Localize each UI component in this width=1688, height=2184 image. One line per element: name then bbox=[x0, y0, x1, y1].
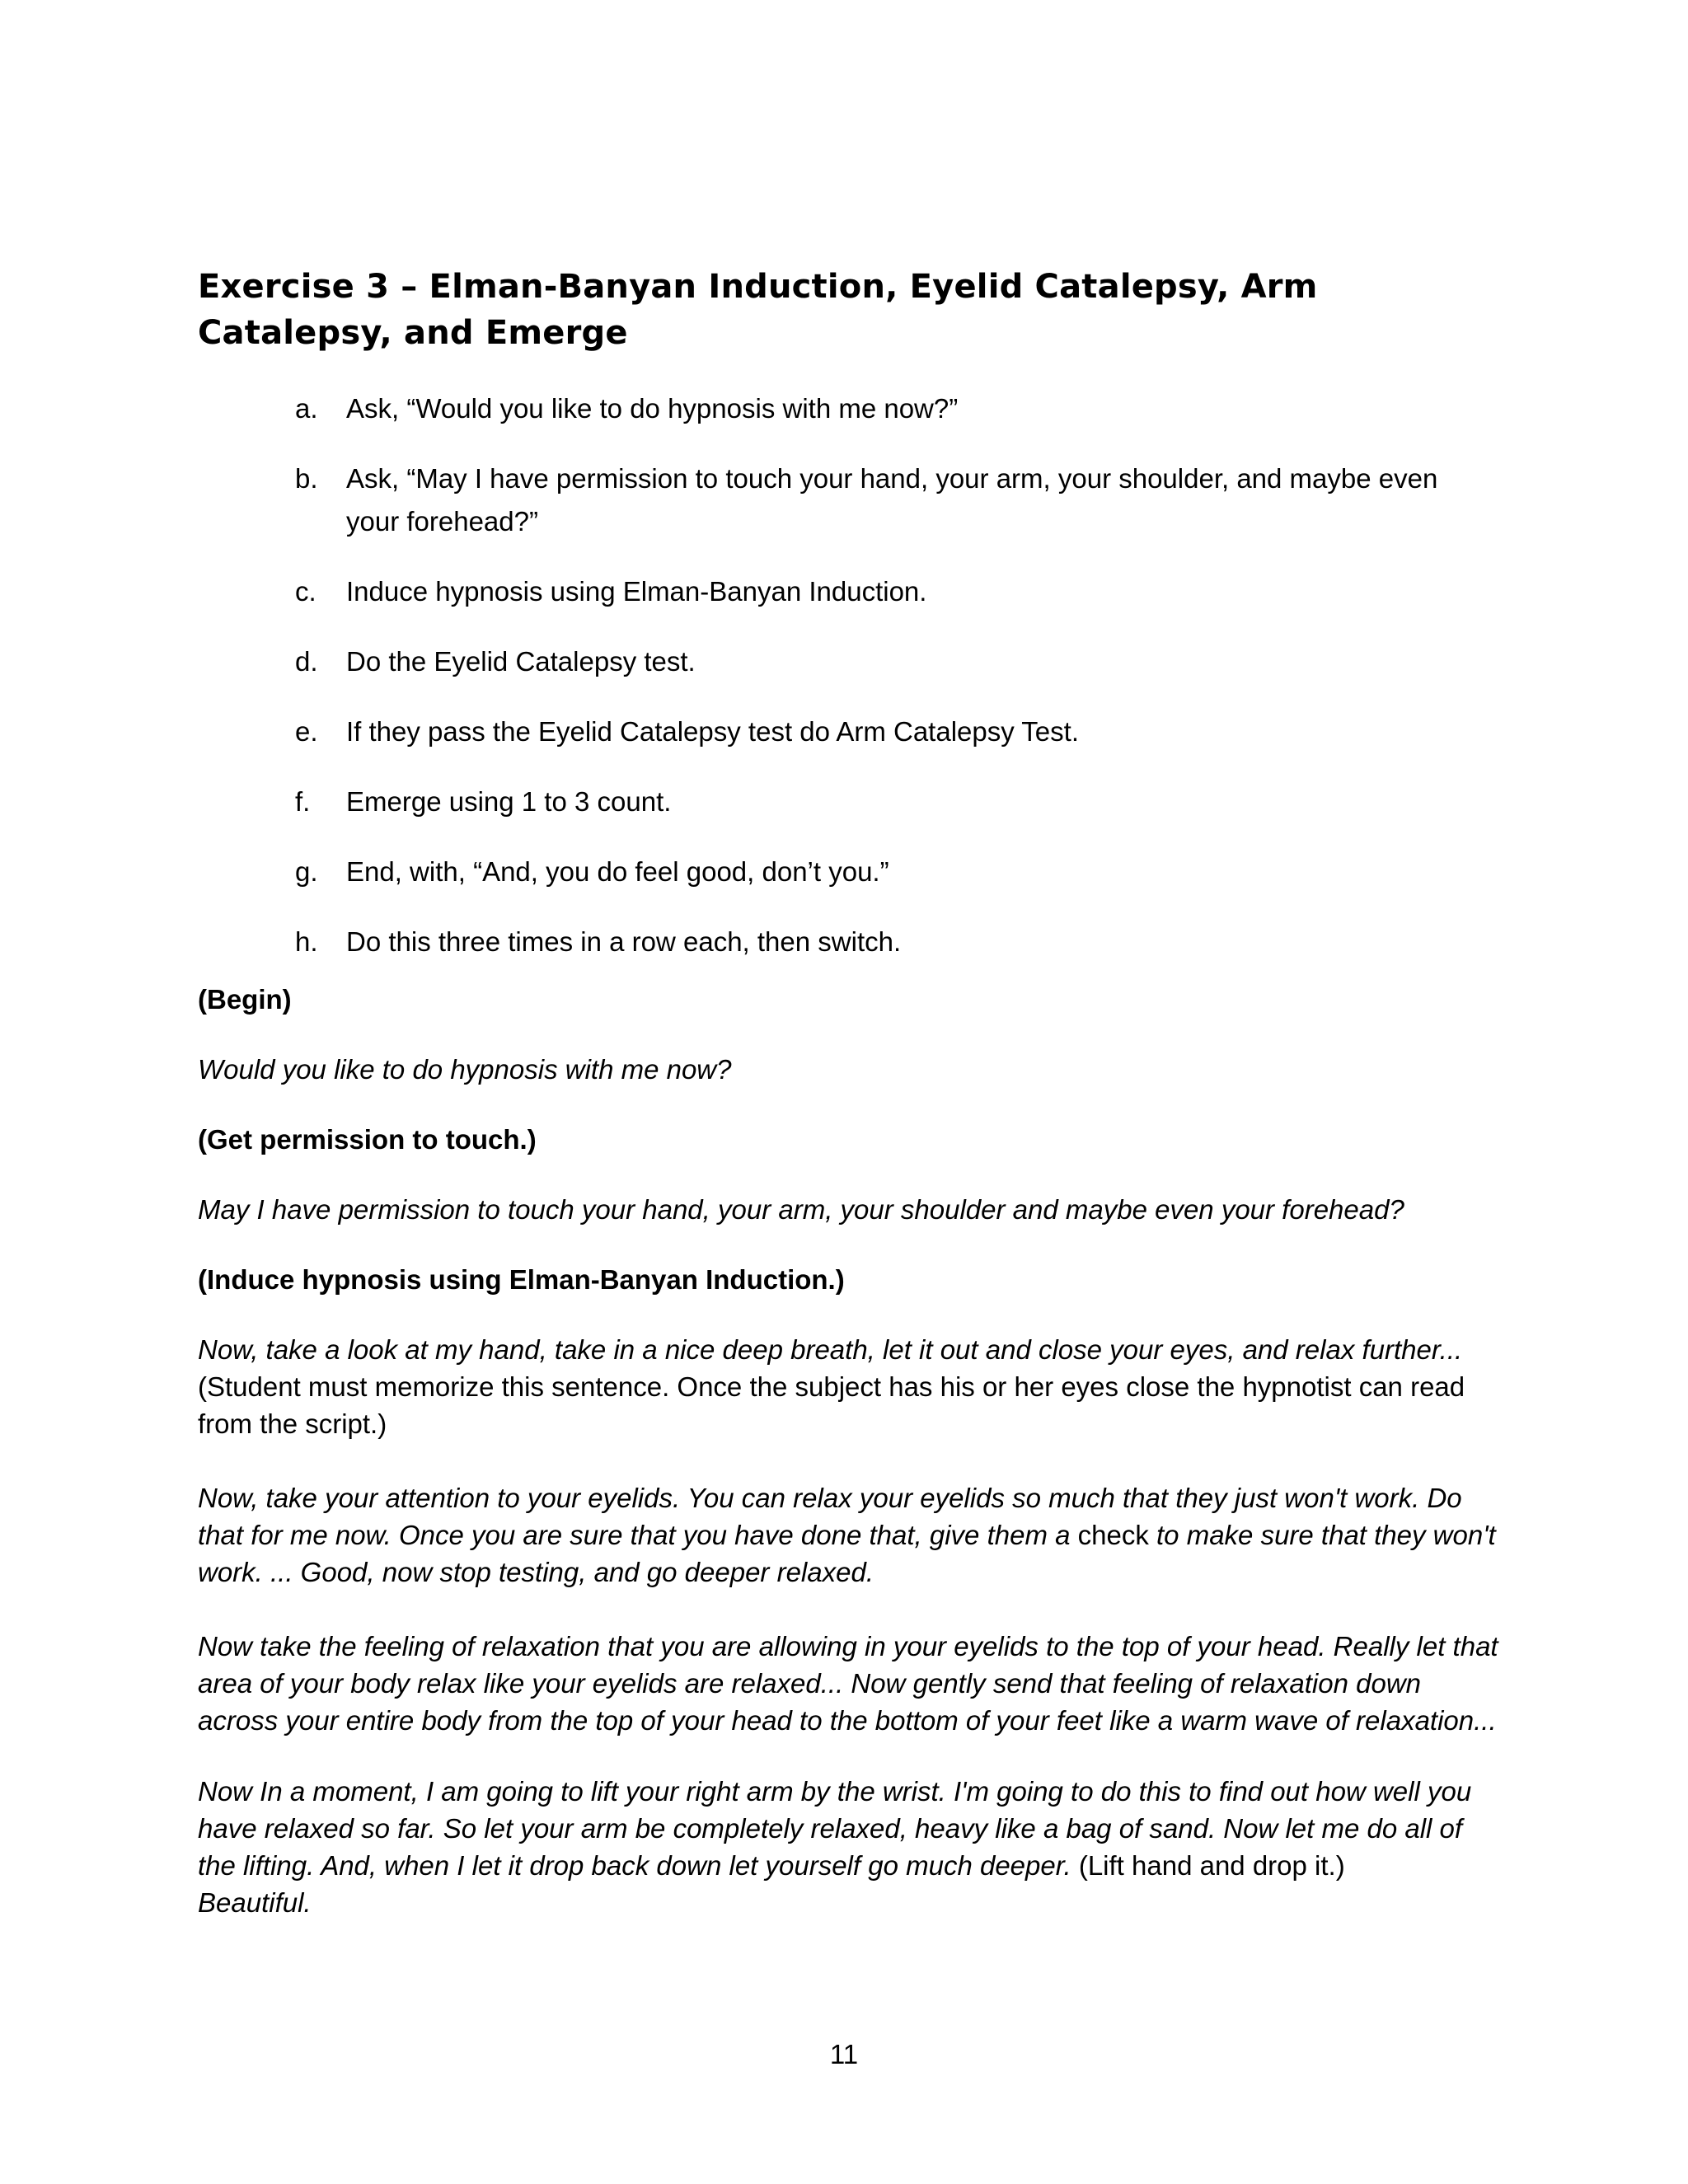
step-text: Emerge using 1 to 3 count. bbox=[346, 786, 672, 817]
script-paragraph-induction bbox=[198, 1331, 1500, 1442]
step-item-e bbox=[295, 710, 1490, 753]
step-letter: e. bbox=[295, 716, 318, 747]
step-letter: g. bbox=[295, 856, 318, 887]
script-body bbox=[198, 981, 1500, 1921]
page-number: 11 bbox=[829, 2039, 859, 2069]
script-arm-closing: Beautiful. bbox=[198, 1887, 312, 1918]
step-item-g bbox=[295, 851, 1490, 893]
script-induction-text: Now, take a look at my hand, take in a nice deep breath, let it out and close your eyes, and relax further... bbox=[198, 1334, 1463, 1365]
script-arm-note: (Lift hand and drop it.) bbox=[1071, 1850, 1345, 1881]
script-induction-note: (Student must memorize this sentence. Once the subject has his or her eyes close the hypnotist can read from the script.) bbox=[198, 1371, 1465, 1439]
script-paragraph-arm bbox=[198, 1773, 1500, 1921]
script-eyelids-text-b: to make sure that they won't work. ... Good, now stop testing, and go deeper relaxed. bbox=[198, 1520, 1496, 1587]
step-item-f bbox=[295, 780, 1490, 823]
step-item-d bbox=[295, 640, 1490, 683]
step-text: If they pass the Eyelid Catalepsy test do Arm Catalepsy Test. bbox=[346, 716, 1080, 747]
step-text: Do the Eyelid Catalepsy test. bbox=[346, 646, 696, 677]
step-letter: c. bbox=[295, 576, 316, 607]
exercise-steps-list bbox=[295, 387, 1490, 991]
step-letter: f. bbox=[295, 786, 311, 817]
script-paragraph-eyelids bbox=[198, 1479, 1500, 1591]
step-text: Do this three times in a row each, then switch. bbox=[346, 926, 902, 957]
script-eyelids-plain: check bbox=[1070, 1520, 1149, 1550]
exercise-heading-line-1: Exercise 3 – Elman-Banyan Induction, Eyelid Catalepsy, Arm bbox=[198, 268, 1318, 306]
permission-label: (Get permission to touch.) bbox=[198, 1124, 537, 1155]
begin-label: (Begin) bbox=[198, 984, 292, 1015]
induce-label: (Induce hypnosis using Elman-Banyan Induction.) bbox=[198, 1264, 845, 1295]
step-item-a bbox=[295, 387, 1490, 430]
script-paragraph-relaxation: Now take the feeling of relaxation that you are allowing in your eyelids to the top of your head. Really let that area of your body relax like your eyelids are relaxed... Now gently send that feeling of relaxation down across your entire body from the top of your head to the bottom of your feet like a warm wave of relaxation... bbox=[198, 1631, 1498, 1736]
script-question-hypnosis: Would you like to do hypnosis with me now? bbox=[198, 1054, 732, 1085]
script-arm-text: Now In a moment, I am going to lift your right arm by the wrist. I'm going to do this to find out how well you have relaxed so far. So let your arm be completely relaxed, heavy like a bag of sand. Now let me do all of the lifting. And, when I let it drop back down let yourself go much deeper. bbox=[198, 1776, 1472, 1881]
step-letter: a. bbox=[295, 393, 318, 424]
step-text: Induce hypnosis using Elman-Banyan Induction. bbox=[346, 576, 927, 607]
script-eyelids-text-a: Now, take your attention to your eyelids. You can relax your eyelids so much that they just won't work. Do that for me now. Once you are sure that you have done that, give them a bbox=[198, 1483, 1462, 1550]
step-text: Ask, “Would you like to do hypnosis with me now?” bbox=[346, 393, 959, 424]
step-item-b bbox=[295, 457, 1490, 543]
step-item-c bbox=[295, 570, 1490, 613]
script-question-permission: May I have permission to touch your hand, your arm, your shoulder and maybe even your forehead? bbox=[198, 1194, 1404, 1225]
exercise-heading-line-2: Catalepsy, and Emerge bbox=[198, 314, 628, 352]
step-letter: h. bbox=[295, 926, 318, 957]
step-letter: b. bbox=[295, 463, 318, 494]
step-text: End, with, “And, you do feel good, don’t you.” bbox=[346, 856, 889, 887]
exercise-heading bbox=[198, 264, 1517, 356]
step-item-h bbox=[295, 921, 1490, 963]
step-letter: d. bbox=[295, 646, 318, 677]
step-text: Ask, “May I have permission to touch your hand, your arm, your shoulder, and maybe even your forehead?” bbox=[346, 463, 1438, 537]
